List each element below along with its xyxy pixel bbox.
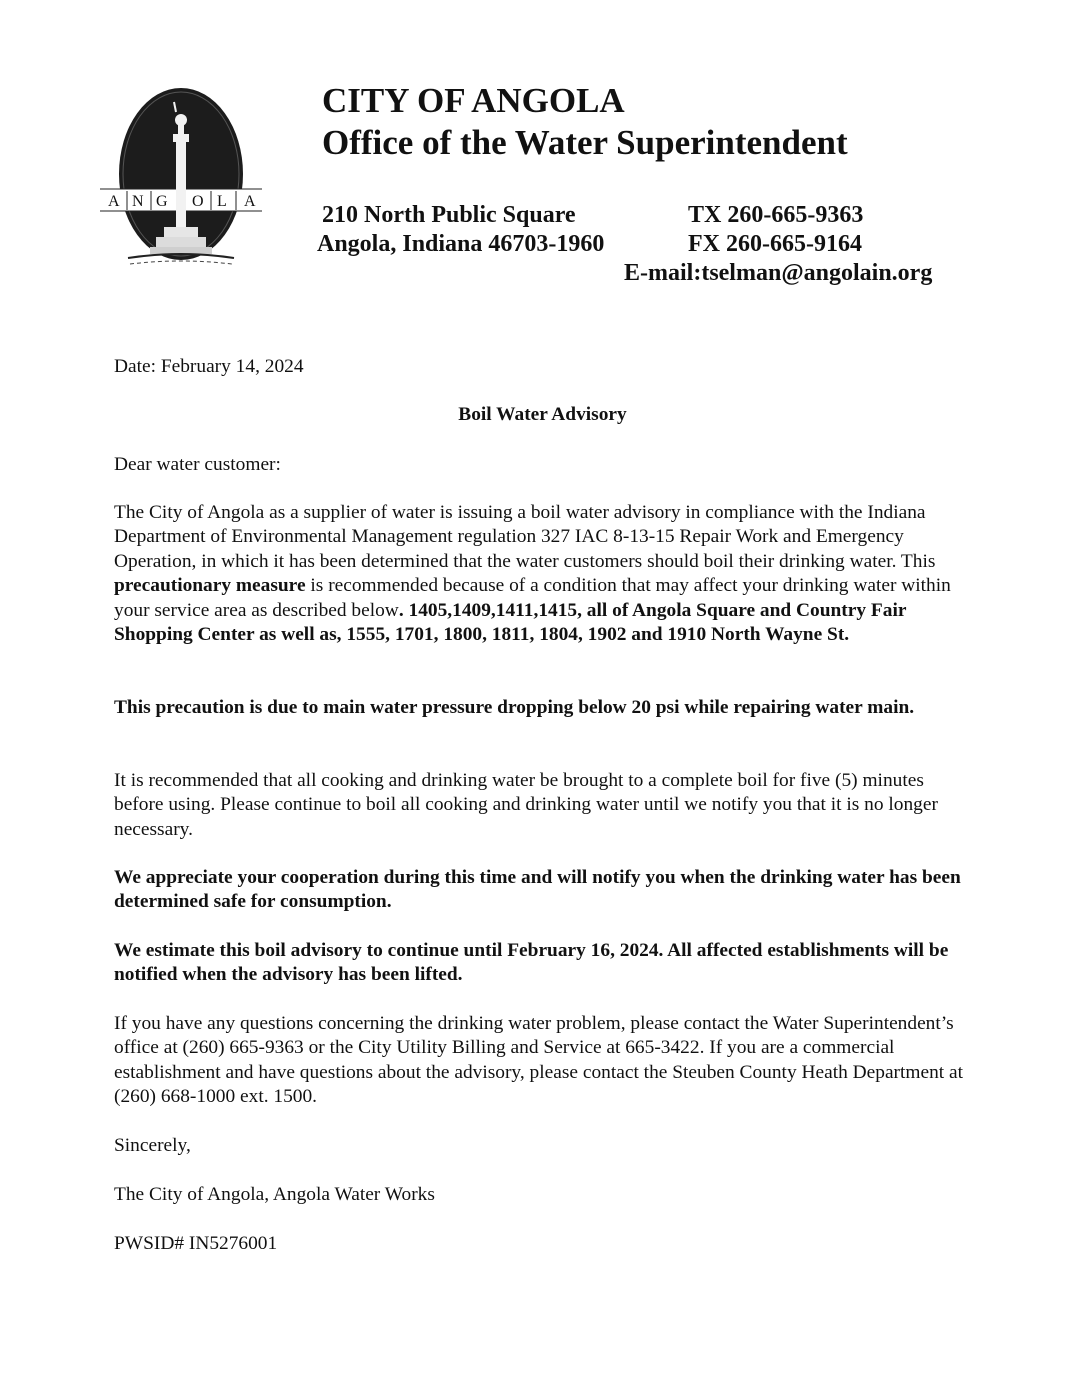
paragraph-instructions: It is recommended that all cooking and drinking water be brought to a complete boil for five (5) minutes before using. Please continue to boil all cooking and drinking water until we notify you that it is no longer necessary. [114,770,938,840]
paragraph-text: is recommended because of a condition that may affect your drinking water within your service area as described below [114,575,951,621]
phone-number: TX 260-665-9363 [688,202,864,228]
office-name: Office of the Water Superintendent [322,123,848,162]
address-line-1: 210 North Public Square [322,202,576,228]
logo-letter: L [217,193,227,210]
logo-letter: O [192,193,204,210]
paragraph-advisory-notice [114,501,974,647]
logo-letter: N [132,193,144,210]
email-address: E-mail:tselman@angolain.org [624,260,933,286]
letterhead-title [322,80,848,164]
letter-subject: Boil Water Advisory [458,404,627,425]
affected-addresses: . 1405,1409,1411,1415, all of Angola Square and Country Fair Shopping Center as well as, 1555, 1701, 1800, 1811, 1804, 1902 and 1910 North Wayne St. [114,599,907,646]
logo-letter: A [108,193,120,210]
paragraph-appreciation: We appreciate your cooperation during this time and will notify you when the drinking water has been determined safe for consumption. [114,867,961,913]
paragraph-estimate: We estimate this boil advisory to continue until February 16, 2024. All affected establishments will be notified when the advisory has been lifted. [114,940,949,986]
emphasis-text: precautionary measure [114,575,306,597]
closing: Sincerely, [114,1135,191,1156]
city-seal-logo [100,82,262,272]
signature: The City of Angola, Angola Water Works [114,1184,435,1205]
logo-letter: G [156,193,168,210]
address-line-2: Angola, Indiana 46703-1960 [317,231,605,257]
letter-date: Date: February 14, 2024 [114,356,304,377]
paragraph-text: The City of Angola as a supplier of water is issuing a boil water advisory in compliance with the Indiana Department of Environmental Management regulation 327 IAC 8-13-15 Repair Work and Emergency Operation, in which it has been determined that the water customers should boil their drinking water. This [114,502,936,572]
pwsid: PWSID# IN5276001 [114,1233,278,1254]
fax-number: FX 260-665-9164 [688,231,862,257]
salutation: Dear water customer: [114,454,281,475]
logo-letter: A [244,193,256,210]
paragraph-cause: This precaution is due to main water pressure dropping below 20 psi while repairing water main. [114,697,915,718]
city-name: CITY OF ANGOLA [322,81,625,120]
paragraph-contacts: If you have any questions concerning the drinking water problem, please contact the Water Superintendent’s office at (260) 665-9363 or the City Utility Billing and Service at 665-3422. If you are a commercial establishment and have questions about the advisory, please contact the Steuben County Heath Department at (260) 668-1000 ext. 1500. [114,1013,964,1108]
